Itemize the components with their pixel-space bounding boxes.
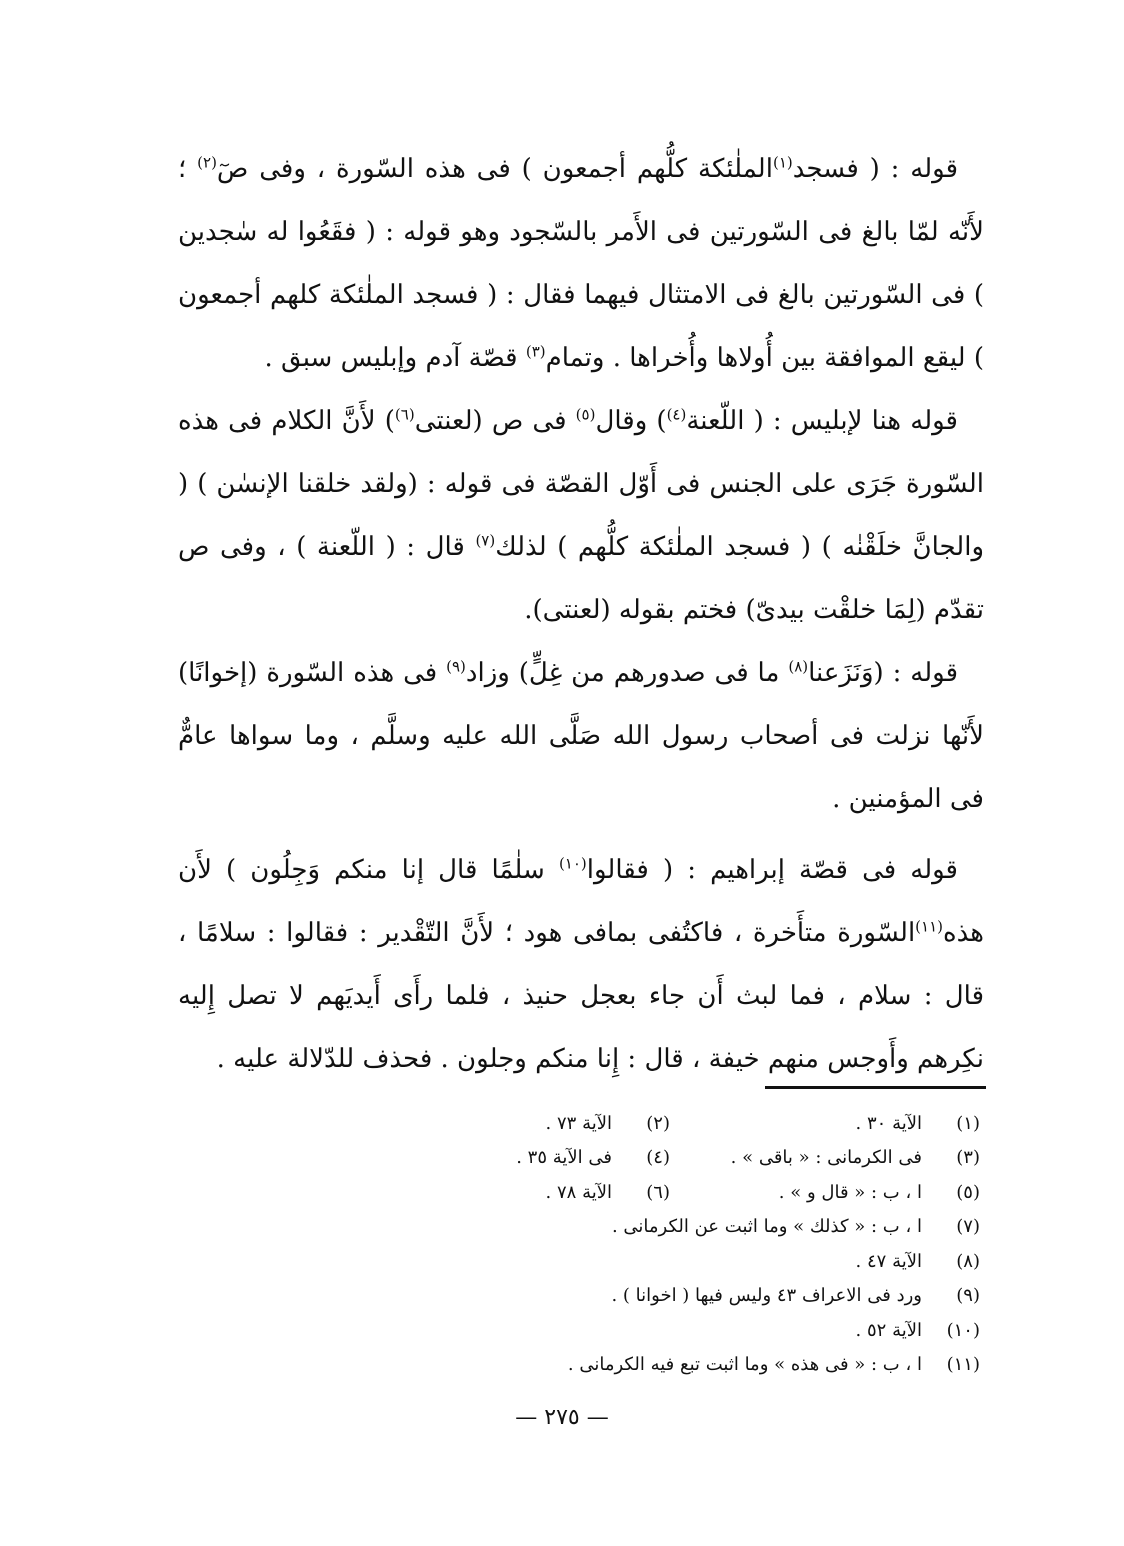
text-segment: ؛ لأَنّه لمّا بالغ فى السّورتين فى الأَمر بالسّجود وهو قوله : ( فقَعُوا له سٰجدين ) فى السّورتين بالغ فى الامتثال فيهما فقال : ( فسجد الملٰئكة كلهم أجمعون ) ليقع الموافقة بين أُولاها وأُخراها . وتمام (178, 154, 984, 373)
footnote-marker: (٨) (788, 657, 809, 676)
page-number: — ٢٧٥ — (515, 1405, 609, 1430)
footnote-number: (٢) (646, 1112, 670, 1134)
footnote-marker: (١٠) (558, 854, 587, 873)
footnote (360, 1182, 670, 1203)
footnote-text: الآية ٧٣ . (545, 1112, 612, 1134)
footnote-text: الآية ٤٧ . (855, 1250, 922, 1272)
footnote-text: ا ، ب : « كذلك » وما اثبت عن الكرمانى . (611, 1216, 922, 1238)
footnote-text: الآية ٧٨ . (545, 1181, 612, 1203)
footnote-number: (٤) (646, 1147, 670, 1169)
paragraph (178, 138, 984, 390)
footnote-row (300, 1348, 980, 1383)
text-segment: ) لأَنَّ الكلام فى هذه السّورة جَرَى على الجنس فى أَوّل القصّة فى قوله : (ولقد خلقنا الإنسٰن ) ( والجانَّ خلَقْنٰه ) ( فسجد الملٰئكة كلُّهم ) لذلك (178, 406, 985, 562)
footnote-number: (١) (956, 1112, 980, 1134)
text-segment: الملٰئكة كلُّهم أجمعون ) فى هذه السّورة ، وفى صٓ (216, 154, 773, 184)
footnote (300, 1251, 980, 1272)
footnote-text: ا ، ب : « فى هذه » وما اثبت تبع فيه الكرمانى . (567, 1354, 922, 1376)
text-segment: قصّة آدم وإبليس سبق . (264, 343, 526, 373)
text-segment: قوله : (وَنَزَعنا (808, 658, 959, 688)
footnote (670, 1113, 980, 1134)
footnote-row (300, 1175, 980, 1210)
footnote-text: الآية ٥٢ . (855, 1319, 922, 1341)
footnote-number: (٣) (956, 1147, 980, 1169)
text-segment: قوله هنا لإبليس : ( اللّعنة (686, 406, 958, 436)
footnote-text: فى الكرمانى : « باقى » . (730, 1147, 922, 1169)
footnote-marker: (٩) (446, 657, 466, 676)
footnote-marker: (١١) (915, 917, 944, 936)
footnote-row (300, 1279, 980, 1314)
text-segment: قال : ( اللّعنة ) ، وفى ص تقدّم (لِمَا خلقْت بيدىّ) فختم بقوله (لعنتى). (178, 532, 984, 625)
text-segment: فى هذه السّورة (إخوانًا) لأَنّها نزلت فى أصحاب رسول الله صَلَّى الله عليه وسلَّم ، وما سواها عامٌّ فى المؤمنين . (178, 658, 984, 814)
footnote (360, 1147, 670, 1168)
footnote-number: (١٠) (946, 1319, 980, 1341)
footnote-text: فى الآية ٣٥ . (516, 1147, 612, 1169)
footnote-marker: (٣) (525, 342, 546, 361)
text-segment: سلٰمًا قال إنا منكم وَجِلُون ) لأَن هذه (178, 855, 984, 948)
footnote-number: (٧) (956, 1216, 980, 1238)
footnote (670, 1182, 980, 1203)
footnote-number: (٦) (646, 1181, 670, 1203)
footnote-marker: (٤) (666, 405, 687, 424)
footnote (300, 1216, 980, 1237)
footnote-marker: (١) (772, 153, 793, 172)
text-segment: قوله فى قصّة إبراهيم : ( فقالوا (586, 855, 958, 885)
footnote-row (300, 1210, 980, 1245)
text-segment: ) وقال (595, 406, 667, 436)
footnote-row (300, 1106, 980, 1141)
footnote-row (300, 1141, 980, 1176)
footnote (300, 1354, 980, 1375)
footnotes (300, 1106, 980, 1382)
paragraph (178, 642, 984, 831)
footnote-marker: (٥) (575, 405, 596, 424)
footnote-number: (١١) (946, 1354, 980, 1376)
footnote-number: (٨) (956, 1250, 980, 1272)
paragraph (178, 390, 984, 642)
footnote-row (300, 1244, 980, 1279)
footnote-marker: (٢) (197, 153, 217, 172)
footnote-marker: (٦) (394, 405, 415, 424)
text-segment: ما فى صدورهم من غِلٍّ) وزاد (465, 658, 789, 688)
footnote-separator (765, 1086, 986, 1089)
paragraph (178, 839, 984, 1091)
footnote-number: (٩) (956, 1285, 980, 1307)
text-segment: فى ص (لعنتى (414, 406, 576, 436)
footnote (360, 1113, 670, 1134)
footnote-marker: (٧) (475, 531, 496, 550)
footnote-text: ورد فى الاعراف ٤٣ وليس فيها ( اخوانا ) . (611, 1285, 922, 1307)
text-segment: قوله : ( فسجد (792, 154, 959, 184)
footnote (300, 1320, 980, 1341)
main-text (178, 138, 984, 1091)
footnote (670, 1147, 980, 1168)
text-segment: السّورة متأَخرة ، فاكتُفى بمافى هود ؛ لأَنَّ التّقْدير : فقالوا : سلامًا ، قال : سلام ، فما لبث أَن جاء بعجل حنيذ ، فلما رأَى أَيديَهم لا تصل إِليه نكِرهم وأَوجس منهم خيفة ، قال : إِنا منكم وجلون . فحذف للدّلالة عليه . (178, 918, 984, 1074)
footnote (300, 1285, 980, 1306)
footnote-text: الآية ٣٠ . (855, 1112, 922, 1134)
footnote-row (300, 1313, 980, 1348)
footnote-text: ا ، ب : « قال و » . (778, 1181, 922, 1203)
footnote-number: (٥) (956, 1181, 980, 1203)
